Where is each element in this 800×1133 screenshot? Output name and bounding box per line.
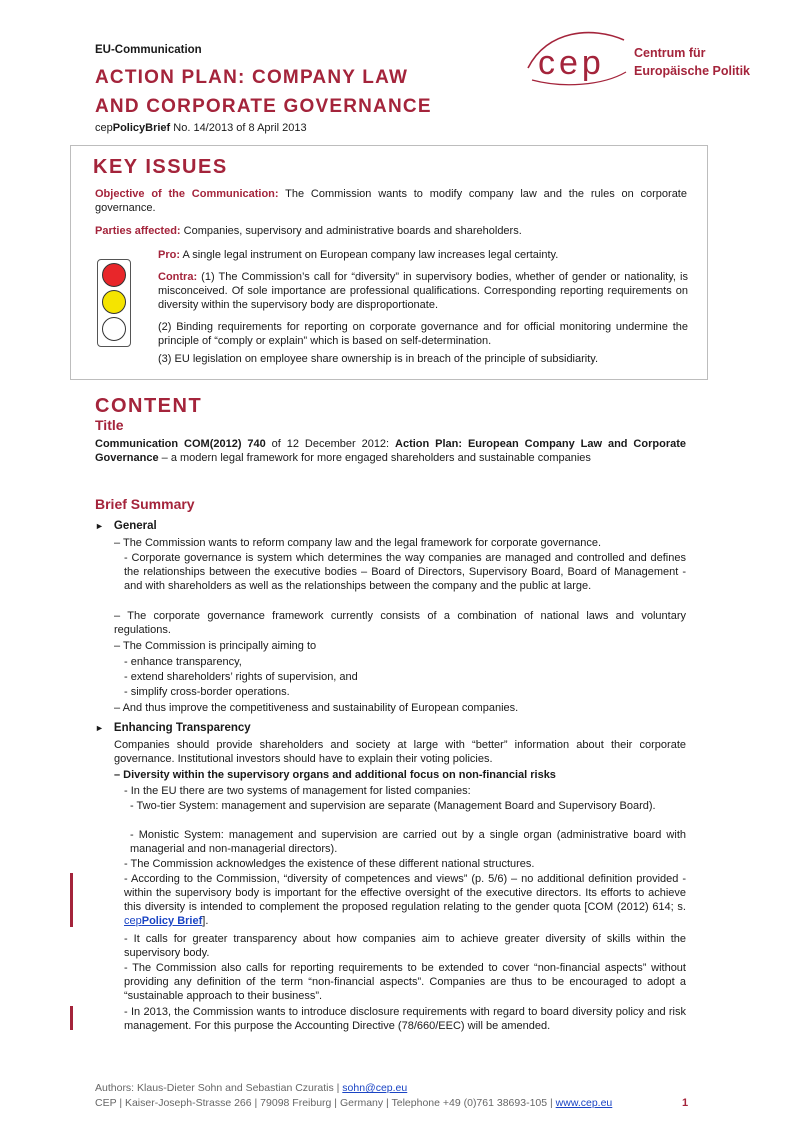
parties-text: Companies, supervisory and administrative boards and shareholders. bbox=[180, 225, 522, 237]
traffic-light-icon bbox=[97, 259, 131, 347]
general-line-6: - extend shareholders’ rights of supervision, and bbox=[124, 671, 358, 683]
diversity-line-5-text: - According to the Commission, “diversity of competences and views” (p. 5/6) – no additional definition provided - within the supervisory body is important for the effective oversight of the executive directors. Its efforts to achieve this diversity is intended to complement the proposed regulation relating to the gender quota [COM (2012) 614; s. bbox=[124, 873, 686, 913]
pro-label: Pro: bbox=[158, 249, 180, 261]
logo-name-line-2: Europäische Politik bbox=[634, 64, 751, 78]
footer-authors bbox=[95, 1082, 407, 1094]
cep-logo bbox=[520, 28, 780, 88]
general-line-1: – The Commission wants to reform company law and the legal framework for corporate governance. bbox=[114, 537, 602, 549]
parties-paragraph bbox=[95, 224, 687, 238]
authors-text: Authors: Klaus-Dieter Sohn and Sebastian Czuratis | bbox=[95, 1082, 343, 1094]
email-link[interactable]: sohn@cep.eu bbox=[342, 1082, 408, 1094]
communication-subtitle: – a modern legal framework for more engaged shareholders and sustainable companies bbox=[158, 452, 591, 464]
objective-text: The Commission wants to modify company law and the rules on corporate governance. bbox=[95, 188, 687, 214]
link-brand: Policy Brief bbox=[141, 915, 203, 927]
logo-organisation-name bbox=[634, 44, 750, 80]
logo-mark: cep bbox=[538, 44, 605, 82]
diversity-line-1: - In the EU there are two systems of management for listed companies: bbox=[124, 785, 471, 797]
red-light-icon bbox=[102, 263, 126, 287]
diversity-line-6: - It calls for greater transparency about how companies aim to achieve greater diversity of skills within the supervisory body. bbox=[124, 933, 686, 959]
pro-paragraph bbox=[158, 248, 688, 262]
general-line-4: – The Commission is principally aiming to bbox=[114, 640, 317, 652]
margin-change-mark bbox=[70, 1006, 73, 1030]
brief-brand: PolicyBrief bbox=[112, 122, 171, 134]
objective-paragraph bbox=[95, 187, 687, 215]
contra-label: Contra: bbox=[158, 271, 198, 283]
link-prefix: cep bbox=[124, 915, 142, 927]
general-line-5: - enhance transparency, bbox=[124, 656, 242, 668]
diversity-line-7: - The Commission also calls for reporting requirements to be extended to cover “non-financial aspects” without providing any definition of the term “non-financial aspects”. Companies are thus to be encouraged to adopt a “sustainable approach to their business”. bbox=[124, 962, 686, 1002]
contra-point-2: (2) Binding requirements for reporting on corporate governance and for official monitoring undermine the principle of “comply or explain” which is based on self-determination. bbox=[158, 321, 688, 347]
brief-number-date: No. 14/2013 of 8 April 2013 bbox=[170, 122, 307, 134]
title-line-1: ACTION PLAN: COMPANY LAW bbox=[95, 67, 409, 88]
policy-brief-link[interactable] bbox=[124, 915, 202, 927]
diversity-line-4: - The Commission acknowledges the existence of these different national structures. bbox=[124, 858, 535, 870]
diversity-line-3: - Monistic System: management and supervision are carried out by a single organ (administrative board with managerial and non-managerial directors). bbox=[130, 829, 686, 855]
diversity-heading: – Diversity within the supervisory organs and additional focus on non-financial risks bbox=[114, 769, 556, 781]
general-line-3: – The corporate governance framework currently consists of a combination of national laws and voluntary regulations. bbox=[114, 610, 686, 636]
parties-label: Parties affected: bbox=[95, 225, 181, 237]
document-title bbox=[95, 63, 432, 121]
general-heading-text: General bbox=[113, 520, 157, 532]
policy-brief-reference bbox=[95, 122, 307, 134]
key-issues-box bbox=[70, 145, 708, 380]
objective-label: Objective of the Communication: bbox=[95, 188, 279, 200]
communication-title-paragraph bbox=[95, 437, 686, 465]
title-line-2: AND CORPORATE GOVERNANCE bbox=[95, 96, 432, 117]
contra-paragraph bbox=[158, 270, 688, 312]
white-light-icon bbox=[102, 317, 126, 341]
diversity-line-5 bbox=[124, 872, 686, 928]
margin-change-mark bbox=[70, 873, 73, 927]
transparency-heading-text: Enhancing Transparency bbox=[113, 722, 251, 734]
logo-name-line-1: Centrum für bbox=[634, 46, 706, 60]
title-subheading: Title bbox=[95, 417, 124, 433]
contra-point-3: (3) EU legislation on employee share ownership is in breach of the principle of subsidiarity. bbox=[158, 353, 599, 365]
general-line-8: – And thus improve the competitiveness and sustainability of European companies. bbox=[114, 702, 519, 714]
general-line-2: - Corporate governance is system which determines the way companies are managed and controlled and defines the relationships between the executive bodies – Board of Directors, Supervisory Board, Board of Management - and with shareholders as well as the relationships between the company and the public at large. bbox=[124, 552, 686, 592]
contra-text: (1) The Commission’s call for “diversity” in supervisory bodies, whether of gender or nationality, is misconceived. Of sole importance are professional qualifications. Corresponding reporting requirements on diversity within the supervisory body are disproportionate. bbox=[158, 271, 688, 311]
communication-date: of 12 December 2012: bbox=[265, 438, 396, 450]
yellow-light-icon bbox=[102, 290, 126, 314]
general-line-7: - simplify cross-border operations. bbox=[124, 686, 290, 698]
transparency-section-heading bbox=[95, 722, 251, 734]
brief-prefix: cep bbox=[95, 122, 113, 134]
diversity-line-8: - In 2013, the Commission wants to introduce disclosure requirements with regard to board diversity policy and risk management. For this purpose the Accounting Directive (78/660/EEC) will be amended. bbox=[124, 1006, 686, 1032]
communication-name: Action Plan: European Company Law and Corporate Governance bbox=[95, 438, 686, 464]
website-link[interactable]: www.cep.eu bbox=[555, 1097, 613, 1109]
pro-text: A single legal instrument on European company law increases legal certainty. bbox=[180, 249, 559, 261]
diversity-line-2: - Two-tier System: management and supervision are separate (Management Board and Supervisory Board). bbox=[130, 800, 656, 812]
key-issues-heading: KEY ISSUES bbox=[93, 156, 228, 178]
arrow-bullet-icon: ► bbox=[95, 723, 104, 733]
page-number: 1 bbox=[682, 1097, 689, 1109]
diversity-line-5-end: ]. bbox=[202, 915, 209, 927]
arrow-bullet-icon: ► bbox=[95, 521, 104, 531]
footer-address bbox=[95, 1097, 612, 1109]
content-heading: CONTENT bbox=[95, 395, 203, 417]
communication-number: Communication COM(2012) 740 bbox=[95, 438, 266, 450]
general-section-heading bbox=[95, 520, 157, 532]
address-text: CEP | Kaiser-Joseph-Strasse 266 | 79098 Freiburg | Germany | Telephone +49 (0)761 38693-105 | bbox=[95, 1097, 556, 1109]
transparency-intro: Companies should provide shareholders and society at large with “better” information about their corporate governance. Institutional investors should have to explain their voting policies. bbox=[114, 739, 686, 765]
brief-summary-heading: Brief Summary bbox=[95, 496, 195, 512]
document-type-label: EU-Communication bbox=[95, 44, 202, 56]
